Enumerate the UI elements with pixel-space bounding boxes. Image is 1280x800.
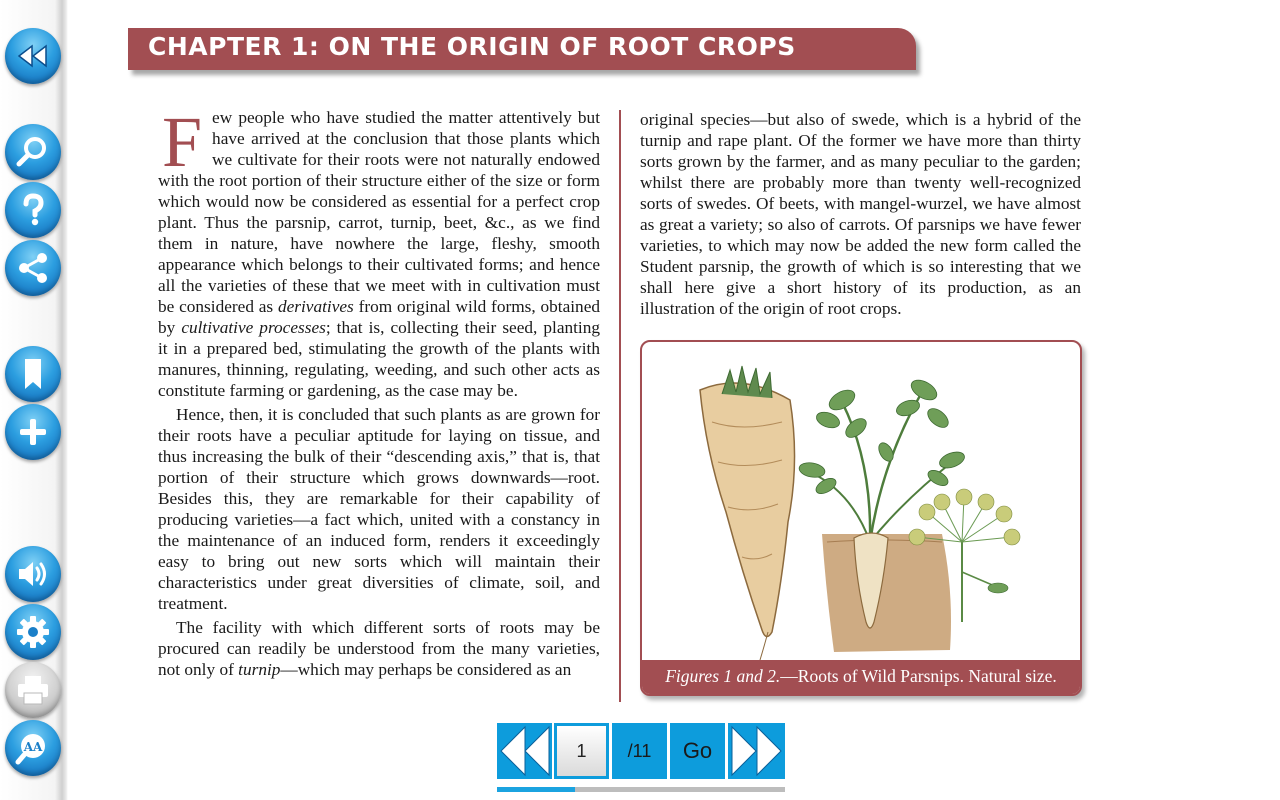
paragraph-2: Hence, then, it is concluded that such plants as are grown for their roots have a peculiar aptitude for laying on tissue, and thus increasing the bulk of their “descending axis,” that is, that portion of their structure which grows downwards—root. Besides this, they are remarkable for their capability of producing varieties—a fact which, united with a constancy in the maintenance of an induced form, renders it exceedingly easy to bring out new sorts which will maintain their characteristics under great diversities of climate, soil, and treatment. bbox=[158, 405, 600, 613]
rewind-icon bbox=[13, 36, 53, 76]
column-divider bbox=[619, 110, 621, 702]
go-button[interactable]: Go bbox=[670, 723, 725, 779]
rewind-button[interactable] bbox=[5, 28, 61, 84]
font-zoom-icon bbox=[13, 728, 53, 768]
bookmark-button[interactable] bbox=[5, 346, 61, 402]
print-button[interactable] bbox=[5, 662, 61, 718]
reading-progress-fill bbox=[497, 787, 575, 792]
paragraph-4: original species—but also of swede, which is a hybrid of the turnip and rape plant. Of the former we have more than thirty sorts grown by the farmer, and as many peculiar to the garden; whilst there are probably more than twenty well-recognized sorts of swedes. Of beets, with mangel-wurzel, we have almost as great a variety; so also of carrots. Of parsnips we have fewer varieties, to which may now be added the new form called the Student parsnip, the growth of which is so interesting that we shall here give a short history of its production, as an illustration of the origin of root crops. bbox=[640, 110, 1081, 318]
paragraph-3: The facility with which different sorts of roots may be procured can readily be understood from the many varieties, not only of turnip—which may perhaps be considered as an bbox=[158, 618, 600, 679]
total-pages-label: /11 bbox=[612, 723, 667, 779]
chapter-banner bbox=[128, 28, 916, 70]
paragraph-1: Few people who have studied the matter attentively but have arrived at the conclusion that those plants which we cultivate for their roots were not naturally endowed with the root portion of their structure either of the size or form which would now be considered as essential for a perfect crop plant. Thus the parsnip, carrot, turnip, beet, &c., as we find them in nature, have nowhere the large, fleshy, smooth appearance which belongs to their cultivated forms; and hence all the varieties of these that we meet with in cultivation must be considered as derivatives from original wild forms, obtained by cultivative processes; that is, collecting their seed, planting it in a prepared bed, stimulating the growth of the plants with manures, thinning, regulating, weeding, and such other acts as constitute farming or gardening, as the case may be. bbox=[158, 102, 601, 400]
double-chevron-right-icon bbox=[728, 723, 785, 779]
help-icon bbox=[13, 190, 53, 230]
svg-text:AA: AA bbox=[23, 740, 43, 754]
plus-icon bbox=[13, 412, 53, 452]
speaker-icon bbox=[13, 554, 53, 594]
settings-button[interactable] bbox=[5, 604, 61, 660]
font-size-button[interactable] bbox=[5, 720, 61, 776]
search-button[interactable] bbox=[5, 124, 61, 180]
reading-progress-bar bbox=[497, 787, 785, 792]
text-column-left bbox=[158, 102, 601, 683]
audio-button[interactable] bbox=[5, 546, 61, 602]
left-toolbar bbox=[0, 0, 68, 800]
figure-box bbox=[640, 340, 1082, 696]
chapter-title: CHAPTER 1: ON THE ORIGIN OF ROOT CROPS bbox=[148, 32, 796, 61]
help-button[interactable] bbox=[5, 182, 61, 238]
parsnip-illustration bbox=[642, 342, 1082, 664]
search-icon bbox=[13, 132, 53, 172]
drop-cap: F bbox=[162, 102, 203, 182]
next-page-button[interactable] bbox=[728, 723, 785, 779]
page-number-input[interactable] bbox=[554, 723, 609, 779]
text-column-right bbox=[640, 109, 1081, 319]
printer-icon bbox=[13, 670, 53, 710]
figure-caption: Figures 1 and 2.—Roots of Wild Parsnips. Natural size. bbox=[642, 660, 1080, 694]
bookmark-icon bbox=[13, 354, 53, 394]
double-chevron-left-icon bbox=[497, 723, 552, 779]
share-button[interactable] bbox=[5, 240, 61, 296]
share-icon bbox=[13, 248, 53, 288]
previous-page-button[interactable] bbox=[497, 723, 552, 779]
gear-icon bbox=[13, 612, 53, 652]
add-button[interactable] bbox=[5, 404, 61, 460]
